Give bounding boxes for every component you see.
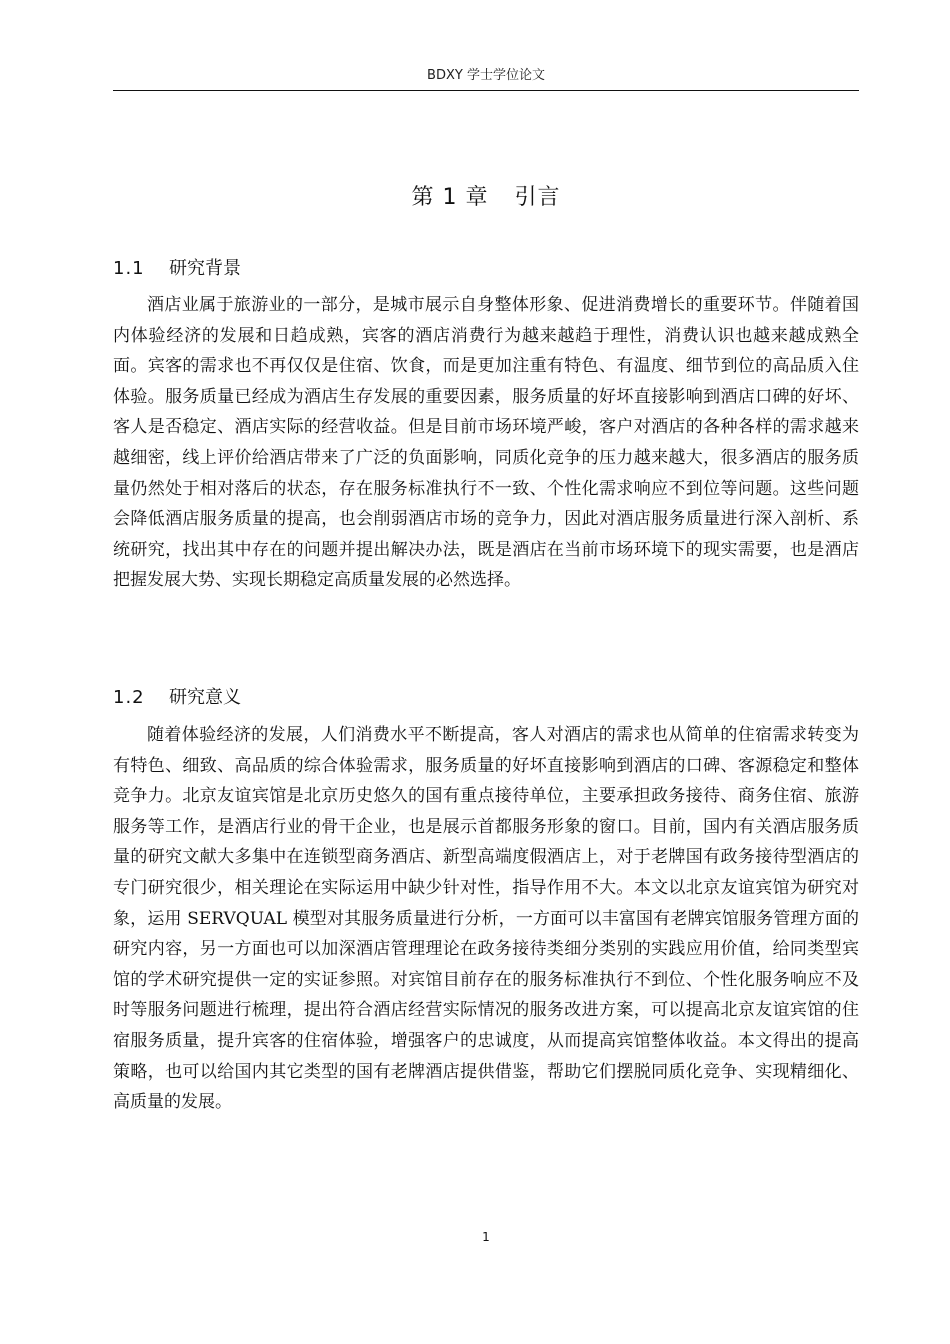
section-paragraph-1-1: 酒店业属于旅游业的一部分，是城市展示自身整体形象、促进消费增长的重要环节。伴随着国内体验经济的发展和日趋成熟，宾客的酒店消费行为越来越趋于理性，消费认识也越来越成熟全面。宾客的需求也不再仅仅是住宿、饮食，而是更加注重有特色、有温度、细节到位的高品质入住体验。服务质量已经成为酒店生存发展的重要因素，服务质量的好坏直接影响到酒店口碑的好坏、客人是否稳定、酒店实际的经营收益。但是目前市场环境严峻，客户对酒店的各种各样的需求越来越细密，线上评价给酒店带来了广泛的负面影响，同质化竞争的压力越来越大，很多酒店的服务质量仍然处于相对落后的状态，存在服务标准执行不一致、个性化需求响应不到位等问题。这些问题会降低酒店服务质量的提高，也会削弱酒店市场的竞争力，因此对酒店服务质量进行深入剖析、系统研究，找出其中存在的问题并提出解决办法，既是酒店在当前市场环境下的现实需要，也是酒店把握发展大势、实现长期稳定高质量发展的必然选择。 [113,295,859,591]
section-number: 1.1 [113,258,145,279]
section-title: 研究意义 [169,687,241,708]
section-paragraph-1-2: 随着体验经济的发展，人们消费水平不断提高，客人对酒店的需求也从简单的住宿需求转变为有特色、细致、高品质的综合体验需求，服务质量的好坏直接影响到酒店的口碑、客源稳定和整体竞争力。北京友谊宾馆是北京历史悠久的国有重点接待单位，主要承担政务接待、商务住宿、旅游服务等工作，是酒店行业的骨干企业，也是展示首都服务形象的窗口。目前，国内有关酒店服务质量的研究文献大多集中在连锁型商务酒店、新型高端度假酒店上，对于老牌国有政务接待型酒店的专门研究很少，相关理论在实际运用中缺少针对性，指导作用不大。本文以北京友谊宾馆为研究对象，运用 SERVQUAL 模型对其服务质量进行分析，一方面可以丰富国有老牌宾馆服务管理方面的研究内容，另一方面也可以加深酒店管理理论在政务接待类细分类别的实践应用价值，给同类型宾馆的学术研究提供一定的实证参照。对宾馆目前存在的服务标准执行不到位、个性化服务响应不及时等服务问题进行梳理，提出符合酒店经营实际情况的服务改进方案，可以提高北京友谊宾馆的住宿服务质量，提升宾客的住宿体验，增强客户的忠诚度，从而提高宾馆整体收益。本文得出的提高策略，也可以给国内其它类型的国有老牌酒店提供借鉴，帮助它们摆脱同质化竞争、实现精细化、高质量的发展。 [113,725,859,1113]
chapter-name: 引言 [514,185,561,210]
chapter-number: 第 1 章 [411,185,489,210]
section-heading-1-1 [113,254,241,280]
header-divider [113,90,859,91]
section-number: 1.2 [113,687,145,708]
page-number: 1 [482,1230,490,1244]
section-title: 研究背景 [169,258,241,279]
section-heading-1-2 [113,683,241,709]
running-header: BDXY 学士学位论文 [427,68,545,83]
chapter-title [113,180,859,211]
